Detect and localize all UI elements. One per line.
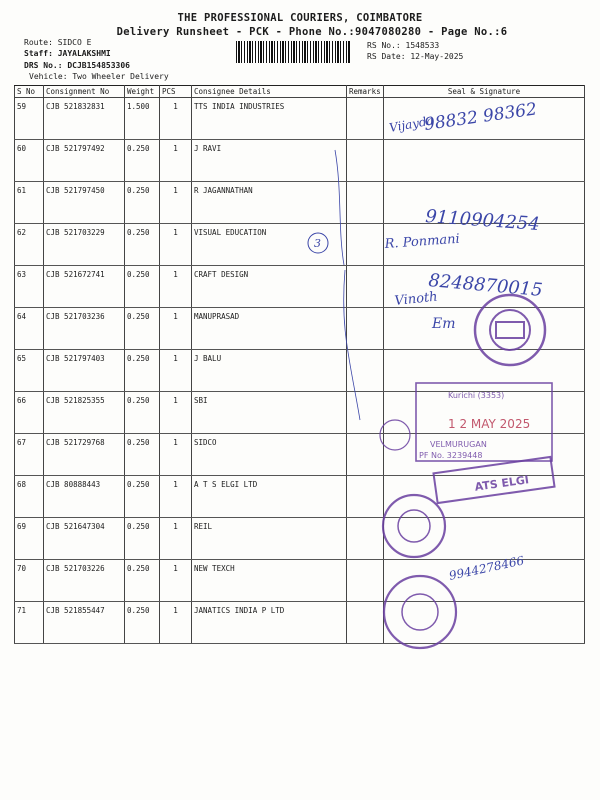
seal-cell xyxy=(384,476,585,518)
bank-stamp-name: VELMURUGAN xyxy=(430,440,487,449)
col-weight: Weight xyxy=(125,86,160,98)
weight-cell: 0.250 xyxy=(125,392,160,434)
handwritten-signature-3: Vinoth xyxy=(393,289,439,309)
pcs-cell: 1 xyxy=(160,518,192,560)
pcs-cell: 1 xyxy=(160,98,192,140)
handwritten-phone-2: 9110904254 xyxy=(424,206,541,235)
table-row xyxy=(15,182,585,224)
handwritten-phone-1: 98832 98362 xyxy=(422,99,539,135)
sno-cell: 59 xyxy=(15,98,44,140)
vehicle-label: Vehicle: Two Wheeler Delivery xyxy=(29,72,169,81)
rs-date: RS Date: 12-May-2025 xyxy=(367,52,464,61)
handwritten-signature-1: Vijayda xyxy=(388,113,435,135)
consignment-cell: CJB 521797403 xyxy=(44,350,125,392)
pcs-cell: 1 xyxy=(160,350,192,392)
seal-cell xyxy=(384,224,585,266)
remarks-cell xyxy=(347,476,384,518)
consignee-cell: J BALU xyxy=(192,350,347,392)
consignment-cell: CJB 521703229 xyxy=(44,224,125,266)
sno-cell: 62 xyxy=(15,224,44,266)
consignee-cell: A T S ELGI LTD xyxy=(192,476,347,518)
seal-cell xyxy=(384,602,585,644)
handwritten-circle-number: 3 xyxy=(314,237,321,250)
handwritten-signature-4: Em xyxy=(432,316,456,332)
handwritten-phone-4: 9944278466 xyxy=(447,553,526,583)
sno-cell: 60 xyxy=(15,140,44,182)
table-row xyxy=(15,392,585,434)
weight-cell: 0.250 xyxy=(125,308,160,350)
seal-cell xyxy=(384,392,585,434)
seal-cell xyxy=(384,560,585,602)
table-row xyxy=(15,602,585,644)
table-row xyxy=(15,350,585,392)
remarks-cell xyxy=(347,98,384,140)
weight-cell: 1.500 xyxy=(125,98,160,140)
table-row xyxy=(15,308,585,350)
seal-cell xyxy=(384,266,585,308)
seal-cell xyxy=(384,434,585,476)
sno-cell: 66 xyxy=(15,392,44,434)
remarks-cell xyxy=(347,350,384,392)
table-row xyxy=(15,224,585,266)
remarks-cell xyxy=(347,392,384,434)
weight-cell: 0.250 xyxy=(125,518,160,560)
remarks-cell xyxy=(347,308,384,350)
pcs-cell: 1 xyxy=(160,392,192,434)
handwritten-signature-2: R. Ponmani xyxy=(384,231,461,252)
consignee-cell: MANUPRASAD xyxy=(192,308,347,350)
remarks-cell xyxy=(347,182,384,224)
seal-cell xyxy=(384,308,585,350)
remarks-cell xyxy=(347,266,384,308)
weight-cell: 0.250 xyxy=(125,140,160,182)
consignment-cell: CJB 521855447 xyxy=(44,602,125,644)
sno-cell: 64 xyxy=(15,308,44,350)
bank-stamp-date: 1 2 MAY 2025 xyxy=(448,417,531,431)
weight-cell: 0.250 xyxy=(125,476,160,518)
consignment-cell: CJB 521672741 xyxy=(44,266,125,308)
pcs-cell: 1 xyxy=(160,560,192,602)
weight-cell: 0.250 xyxy=(125,602,160,644)
rs-number: RS No.: 1548533 xyxy=(367,41,440,50)
pcs-cell: 1 xyxy=(160,476,192,518)
col-pcs: PCS xyxy=(160,86,192,98)
sno-cell: 67 xyxy=(15,434,44,476)
table-row xyxy=(15,518,585,560)
consignee-cell: TTS INDIA INDUSTRIES xyxy=(192,98,347,140)
table-header-row xyxy=(15,86,585,98)
remarks-cell xyxy=(347,224,384,266)
weight-cell: 0.250 xyxy=(125,266,160,308)
consignment-cell: CJB 521797492 xyxy=(44,140,125,182)
seal-cell xyxy=(384,98,585,140)
pcs-cell: 1 xyxy=(160,434,192,476)
consignment-cell: CJB 521703226 xyxy=(44,560,125,602)
weight-cell: 0.250 xyxy=(125,560,160,602)
remarks-cell xyxy=(347,560,384,602)
consignment-cell: CJB 521797450 xyxy=(44,182,125,224)
consignee-cell: REIL xyxy=(192,518,347,560)
table-row xyxy=(15,140,585,182)
remarks-cell xyxy=(347,602,384,644)
col-seal: Seal & Signature xyxy=(384,86,585,98)
drs-label: DRS No.: DCJB154853306 xyxy=(24,61,130,70)
pcs-cell: 1 xyxy=(160,308,192,350)
weight-cell: 0.250 xyxy=(125,434,160,476)
handwritten-phone-3: 8248870015 xyxy=(427,270,544,301)
consignee-cell: VISUAL EDUCATION xyxy=(192,224,347,266)
consignee-cell: NEW TEXCH xyxy=(192,560,347,602)
sno-cell: 69 xyxy=(15,518,44,560)
staff-label: Staff: JAYALAKSHMI xyxy=(24,49,111,58)
consignee-cell: R JAGANNATHAN xyxy=(192,182,347,224)
remarks-cell xyxy=(347,434,384,476)
table-row xyxy=(15,476,585,518)
sno-cell: 68 xyxy=(15,476,44,518)
weight-cell: 0.250 xyxy=(125,350,160,392)
runsheet-subtitle: Delivery Runsheet - PCK - Phone No.:9047080280 - Page No.:6 xyxy=(116,26,508,38)
consignee-cell: JANATICS INDIA P LTD xyxy=(192,602,347,644)
consignment-cell: CJB 521703236 xyxy=(44,308,125,350)
sno-cell: 61 xyxy=(15,182,44,224)
table-row xyxy=(15,434,585,476)
seal-cell xyxy=(384,182,585,224)
consignee-cell: SIDCO xyxy=(192,434,347,476)
bank-stamp-pf: PF No. 3239448 xyxy=(419,451,483,460)
table-row xyxy=(15,266,585,308)
col-consignee: Consignee Details xyxy=(192,86,347,98)
remarks-cell xyxy=(347,518,384,560)
ats-stamp-text: ATS ELGI xyxy=(473,473,530,494)
sno-cell: 63 xyxy=(15,266,44,308)
sno-cell: 65 xyxy=(15,350,44,392)
col-sno: S No xyxy=(15,86,44,98)
company-title: THE PROFESSIONAL COURIERS, COIMBATORE xyxy=(177,12,423,24)
sno-cell: 71 xyxy=(15,602,44,644)
sno-cell: 70 xyxy=(15,560,44,602)
consignee-cell: SBI xyxy=(192,392,347,434)
consignment-cell: CJB 521647304 xyxy=(44,518,125,560)
table-row xyxy=(15,560,585,602)
weight-cell: 0.250 xyxy=(125,224,160,266)
consignment-cell: CJB 80888443 xyxy=(44,476,125,518)
seal-cell xyxy=(384,140,585,182)
pcs-cell: 1 xyxy=(160,224,192,266)
remarks-cell xyxy=(347,140,384,182)
pcs-cell: 1 xyxy=(160,140,192,182)
consignment-cell: CJB 521825355 xyxy=(44,392,125,434)
pcs-cell: 1 xyxy=(160,602,192,644)
barcode xyxy=(236,41,350,63)
consignment-cell: CJB 521832831 xyxy=(44,98,125,140)
pcs-cell: 1 xyxy=(160,266,192,308)
pcs-cell: 1 xyxy=(160,182,192,224)
table-row xyxy=(15,98,585,140)
col-consignment: Consignment No xyxy=(44,86,125,98)
weight-cell: 0.250 xyxy=(125,182,160,224)
bank-stamp-branch: Kurichi (3353) xyxy=(448,391,505,400)
seal-cell xyxy=(384,350,585,392)
runsheet-table xyxy=(14,85,585,644)
consignee-cell: J RAVI xyxy=(192,140,347,182)
col-remarks: Remarks xyxy=(347,86,384,98)
consignment-cell: CJB 521729768 xyxy=(44,434,125,476)
consignee-cell: CRAFT DESIGN xyxy=(192,266,347,308)
seal-cell xyxy=(384,518,585,560)
route-label: Route: SIDCO E xyxy=(24,38,92,47)
